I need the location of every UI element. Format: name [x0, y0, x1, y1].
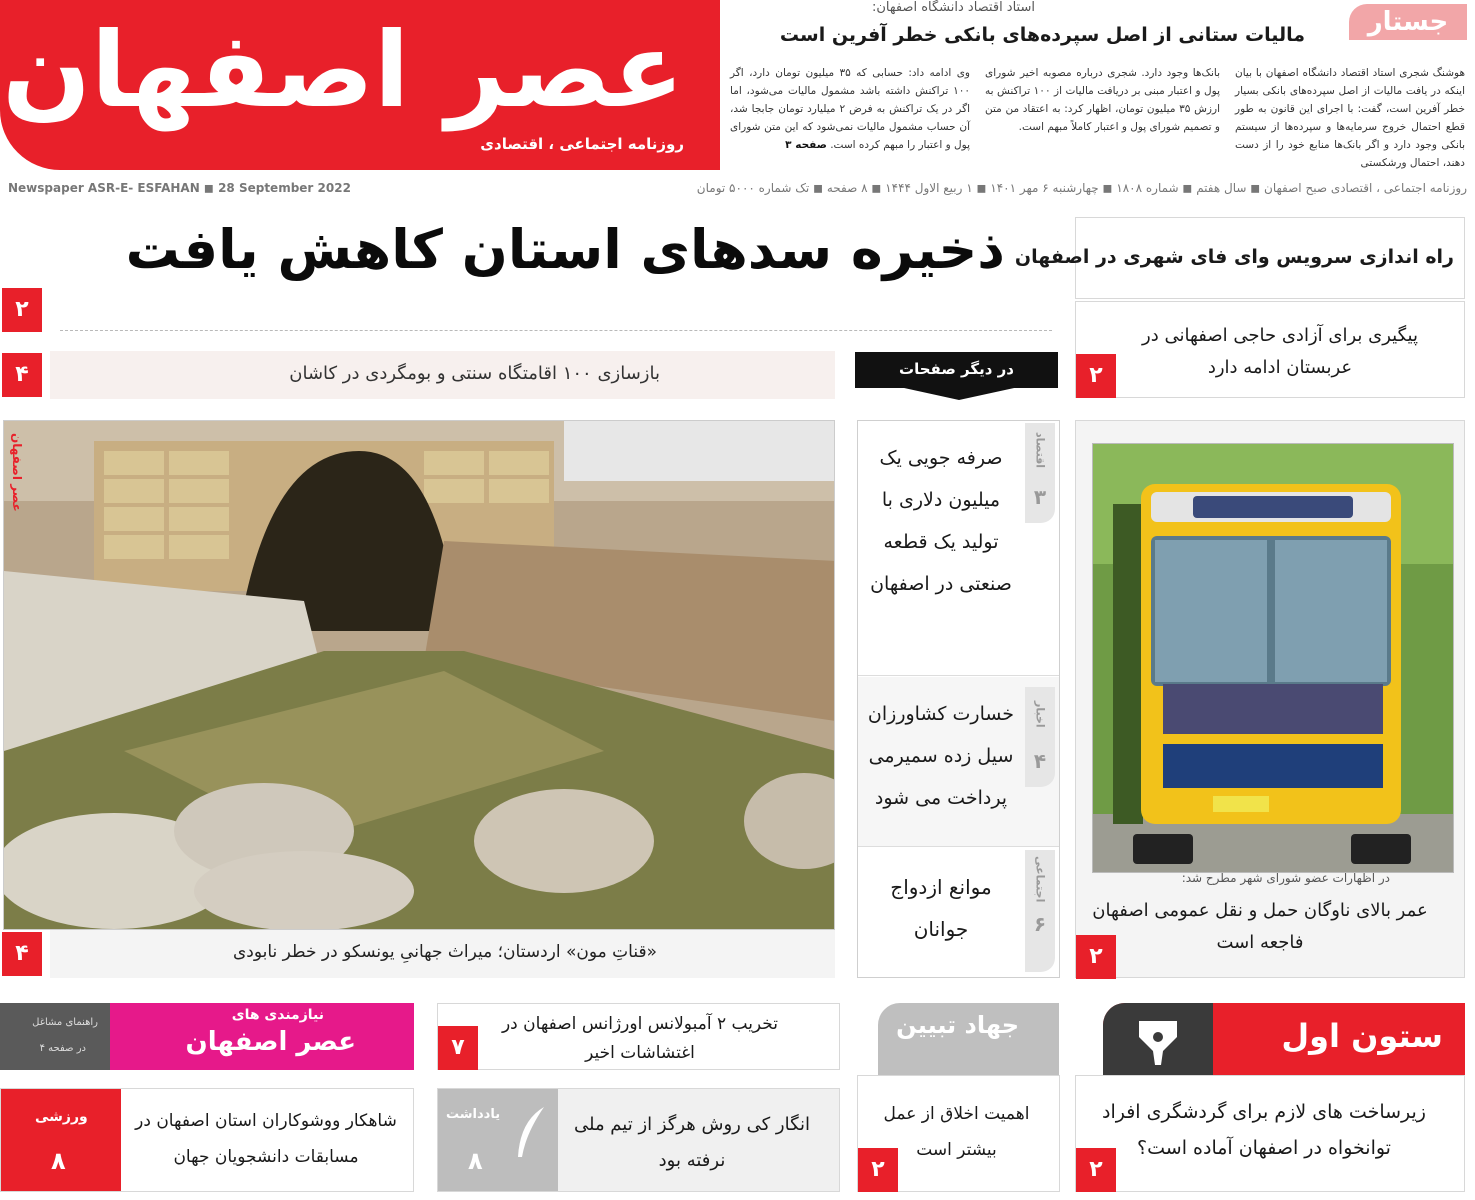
issue-info: روزنامه اجتماعی ، اقتصادی صبح اصفهان ◼ سال هفتم ◼ شماره ۱۸۰۸ ◼ چهارشنبه ۶ مهر ۱۴۰۱ ◼ ۱ ربیع الاول ۱۴۴۴ ◼ ۸ صفحه ◼ تک شماره ۵۰۰۰ تومان [696, 181, 1467, 195]
list-item[interactable] [858, 421, 1059, 676]
bus-news-card[interactable] [1075, 420, 1465, 978]
hajji-headline: پیگیری برای آزادی حاجی اصفهانی در عربستان ادامه دارد [1142, 325, 1418, 378]
qanat-illustration [4, 421, 835, 930]
main-headline-page-number: ۲ [2, 288, 42, 332]
other-pages-label: در دیگر صفحات [855, 352, 1058, 388]
classifieds-big-title: عصر اصفهان [185, 1027, 356, 1057]
sport-news-card[interactable] [0, 1088, 414, 1192]
hajji-news-card[interactable] [1075, 301, 1465, 398]
photo-caption-bar[interactable] [50, 930, 835, 978]
sotoon-text: زیرساخت های لازم برای گردشگری افراد توانخواه در اصفهان آماده است؟ [1102, 1101, 1426, 1159]
sport-headline: شاهکار ووشوکاران استان اصفهان در مسابقات دانشجویان جهان [135, 1111, 397, 1167]
item-page-number: ۴ [1033, 749, 1047, 773]
item-section-label: اجتماعی [1033, 856, 1047, 903]
other-pages-list [857, 420, 1060, 978]
bus-headline: عمر بالای ناوگان حمل و نقل عمومی اصفهان فاجعه است [1092, 900, 1428, 953]
note-page-number: ۸ [468, 1147, 483, 1175]
jahad-text: اهمیت اخلاق از عمل بیشتر است [883, 1104, 1030, 1160]
photo-caption: «قناتِ مون» اردستان؛ میراث جهانیِ یونسکو در خطر نابودی [232, 942, 657, 962]
sub-headline: بازسازی ۱۰۰ اقامتگاه سنتی و بومگردی در کاشان [289, 363, 660, 384]
item-section-tag [1025, 850, 1055, 972]
bus-page-number: ۲ [1076, 935, 1116, 979]
item-section-label: اخبار [1033, 700, 1047, 728]
other-pages-arrow [895, 386, 1023, 400]
bus-kicker: در اظهارات عضو شورای شهر مطرح شد: [1181, 871, 1390, 885]
classifieds-guide-page: در صفحه ۴ [39, 1043, 86, 1054]
main-headline[interactable]: ذخیره سدهای استان کاهش یافت [125, 218, 1005, 281]
issue-info-latin: Newspaper ASR-E- ESFAHAN ◼ 28 September 2022 [8, 181, 351, 195]
note-tag [438, 1089, 558, 1191]
sotoon-body[interactable] [1075, 1075, 1465, 1192]
newspaper-subtitle: روزنامه اجتماعی ، اقتصادی [480, 135, 684, 153]
ambulance-page-number: ۷ [438, 1026, 478, 1070]
sport-page-number: ۸ [51, 1147, 66, 1175]
ambulance-headline: تخریب ۲ آمبولانس اورژانس اصفهان در اغتشاشات اخیر [501, 1014, 779, 1063]
sub-headline-bar[interactable] [50, 351, 835, 399]
ambulance-news-card[interactable] [437, 1003, 840, 1070]
bus-illustration [1093, 444, 1454, 873]
item-headline: موانع ازدواج جوانان [890, 875, 992, 941]
bus-photo [1092, 443, 1454, 873]
photo-page-number: ۴ [2, 932, 42, 976]
jostar-badge: جستار [1349, 4, 1467, 40]
hajji-page-number: ۲ [1076, 354, 1116, 398]
note-headline: انگار کی روش هرگز از تیم ملی نرفته بود [573, 1114, 811, 1171]
note-label: یادداشت [446, 1107, 501, 1122]
feather-icon [510, 1103, 550, 1163]
jahad-page-number: ۲ [858, 1148, 898, 1192]
classifieds-guide-label: راهنمای مشاغل [32, 1017, 98, 1028]
jahad-logo: جهاد تبیین [896, 1011, 1019, 1039]
photo-watermark: عصر اصفهان [10, 433, 24, 512]
newspaper-title: عصر اصفهان [2, 9, 684, 131]
top-column-3-text: وی ادامه داد: حسابی که ۳۵ میلیون تومان دارد، اگر ۱۰۰ تراکنش داشته باشد مشمول مالیات می‌شود، اما اگر در یک تراکنش به فرض ۲ میلیارد تومان جابجا شد، آن حساب مشمول مالیات نمی‌شود که این متن شورای پول و اعتبار را مبهم کرده است. [730, 67, 970, 151]
masthead-logo[interactable] [0, 0, 720, 170]
sub-headline-page-number: ۴ [2, 353, 42, 397]
note-card[interactable] [437, 1088, 840, 1192]
sotoon-page-number: ۲ [1076, 1148, 1116, 1192]
item-headline: خسارت کشاورزان سیل زده سمیرمی پرداخت می شود [867, 703, 1015, 809]
classifieds-side [0, 1003, 110, 1070]
qanat-photo[interactable] [3, 420, 835, 930]
classifieds-banner[interactable] [0, 1003, 414, 1070]
headline-divider [60, 330, 1052, 331]
item-page-number: ۶ [1033, 912, 1047, 936]
item-section-tag [1025, 687, 1055, 787]
item-page-number: ۳ [1033, 485, 1047, 509]
wifi-news-card[interactable] [1014, 217, 1465, 299]
top-column-3-ref[interactable]: صفحه ۳ [785, 139, 827, 151]
item-headline: صرفه جویی یک میلیون دلاری با تولید یک قطعه صنعتی در اصفهان [870, 447, 1012, 595]
sotoon-title: ستون اول [1281, 1017, 1443, 1055]
list-item[interactable] [858, 677, 1059, 847]
item-section-label: اقتصاد [1033, 431, 1047, 469]
top-column-2: بانک‌ها وجود دارد. شجری درباره مصوبه اخیر شورای پول و اعتبار مبنی بر دریافت مالیات از ۱۰۰ تراکنش به ارزش ۳۵ میلیون تومان، اظهار کرد: به اعتقاد من متن و تصمیم شورای پول و اعتبار کاملاً مبهم است. [985, 67, 1220, 133]
top-column-1: هوشنگ شجری استاد اقتصاد دانشگاه اصفهان با بیان اینکه در یافت مالیات از اصل سپرده‌های بانکی بسیار خطر آفرین است، گفت: با اجرای این قانون به طور قطع احتمال خروج سرمایه‌ها و سپرده‌ها از سیستم بانکی وجود دارد و اگر بانک‌ها منابع خود را از دست دهند، احتمال ورشکستی [1235, 67, 1465, 169]
jahad-header[interactable] [878, 1003, 1059, 1075]
top-headline[interactable]: مالیات ستانی از اصل سپرده‌های بانکی خطر آفرین است [779, 24, 1305, 46]
item-section-tag [1025, 423, 1055, 523]
list-item[interactable] [858, 848, 1059, 978]
sotoon-header[interactable] [1103, 1003, 1465, 1075]
jahad-body[interactable] [857, 1075, 1060, 1192]
top-kicker: استاد اقتصاد دانشگاه اصفهان: [871, 0, 1035, 15]
classifieds-small-title: نیازمندی های [231, 1007, 324, 1023]
sport-tag [1, 1089, 121, 1191]
top-column-3 [730, 64, 970, 154]
pen-icon [1103, 1003, 1213, 1075]
wifi-headline: راه اندازی سرویس وای فای شهری در اصفهان [1014, 246, 1454, 268]
sport-label: ورزشی [35, 1109, 88, 1125]
